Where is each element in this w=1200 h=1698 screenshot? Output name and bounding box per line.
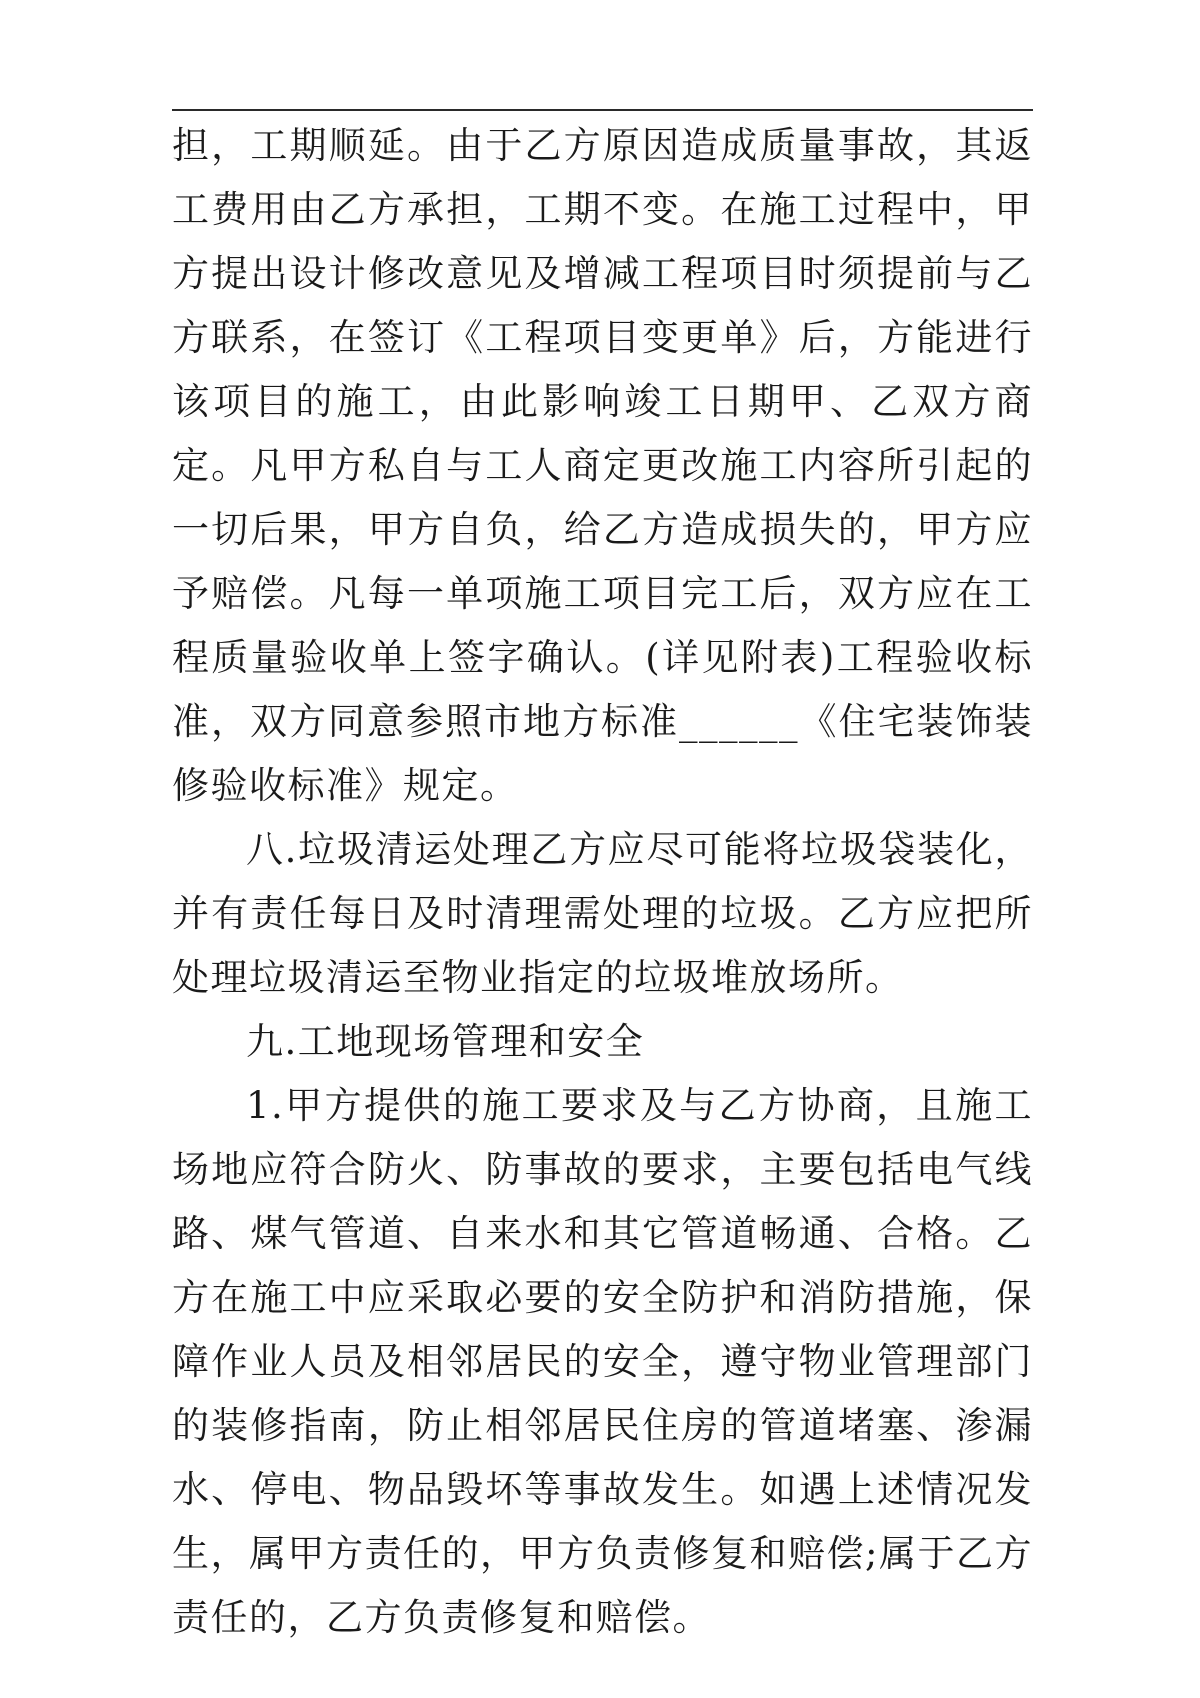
header-rule	[172, 109, 1033, 111]
paragraph-clause-1: 1.甲方提供的施工要求及与乙方协商，且施工场地应符合防火、防事故的要求，主要包括电气线路、煤气管道、自来水和其它管道畅通、合格。乙方在施工中应采取必要的安全防护和消防措施，保障作业人员及相邻居民的安全，遵守物业管理部门的装修指南，防止相邻居民住房的管道堵塞、渗漏水、停电、物品毁坏等事故发生。如遇上述情况发生，属甲方责任的，甲方负责修复和赔偿;属于乙方责任的，乙方负责修复和赔偿。	[172, 1084, 1033, 1639]
document-body	[172, 114, 1033, 1650]
paragraph-continuation: 担，工期顺延。由于乙方原因造成质量事故，其返工费用由乙方承担，工期不变。在施工过程中，甲方提出设计修改意见及增减工程项目时须提前与乙方联系，在签订《工程项目变更单》后，方能进行该项目的施工，由此影响竣工日期甲、乙双方商定。凡甲方私自与工人商定更改施工内容所引起的一切后果，甲方自负，给乙方造成损失的，甲方应予赔偿。凡每一单项施工项目完工后，双方应在工程质量验收单上签字确认。(详见附表)工程验收标准，双方同意参照市地方标准______《住宅装饰装修验收标准》规定。	[172, 124, 1033, 807]
section-heading-9: 九.工地现场管理和安全	[246, 1020, 645, 1063]
paragraph-section-8: 八.垃圾清运处理乙方应尽可能将垃圾袋装化，并有责任每日及时清理需处理的垃圾。乙方应把所处理垃圾清运至物业指定的垃圾堆放场所。	[172, 828, 1033, 999]
